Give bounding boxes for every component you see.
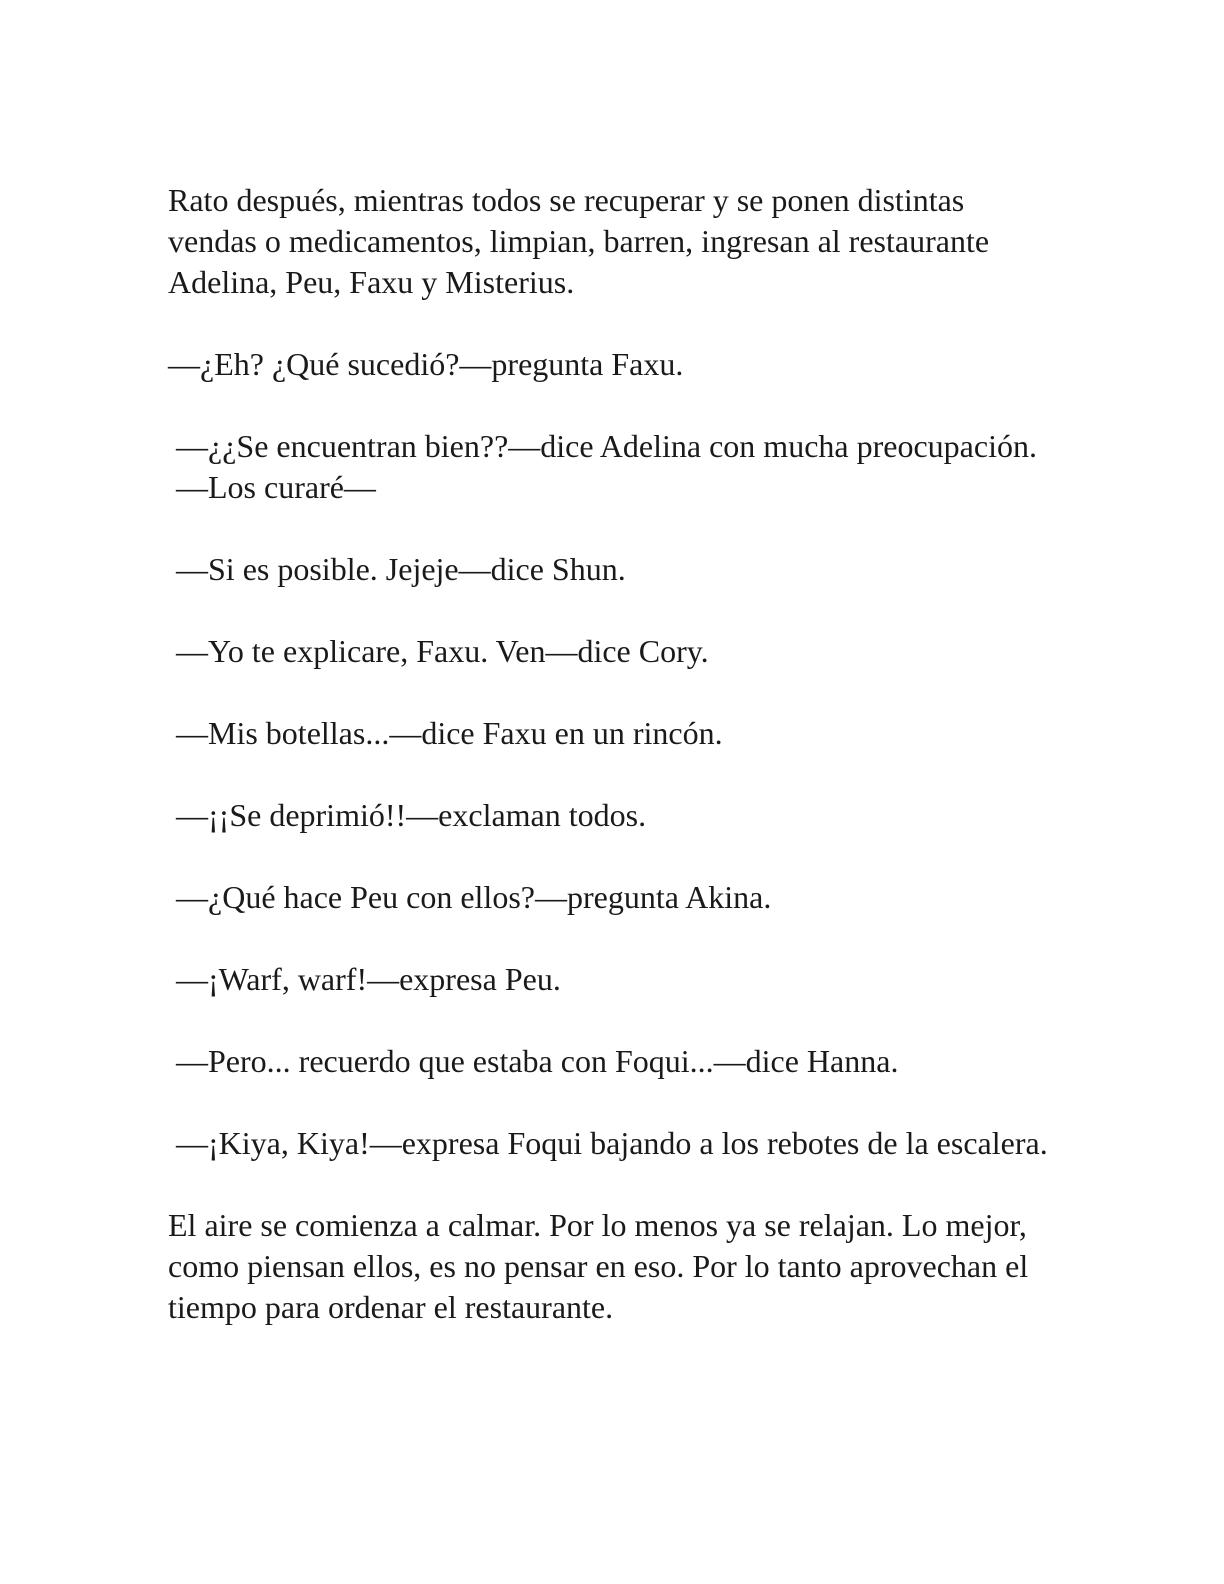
narration-paragraph: Rato después, mientras todos se recuperar y se ponen distintas vendas o medicamentos, limpian, barren, ingresan al restaurante Adelina, Peu, Faxu y Misterius.	[168, 182, 990, 300]
dialogue-line: —¡Kiya, Kiya!—expresa Foqui bajando a los rebotes de la escalera.	[176, 1125, 1048, 1161]
dialogue-line: —¡¡Se deprimió!!—exclaman todos.	[176, 797, 647, 833]
dialogue-line: —Yo te explicare, Faxu. Ven—dice Cory.	[176, 633, 709, 669]
document-body	[168, 180, 1048, 1328]
dialogue-line: —Pero... recuerdo que estaba con Foqui...—dice Hanna.	[176, 1043, 899, 1079]
dialogue-line: —¿¿Se encuentran bien??—dice Adelina con mucha preocupación.—Los curaré—	[176, 428, 1037, 505]
dialogue-line: —¡Warf, warf!—expresa Peu.	[176, 961, 561, 997]
dialogue-line: —Mis botellas...—dice Faxu en un rincón.	[176, 715, 723, 751]
dialogue-line: —¿Qué hace Peu con ellos?—pregunta Akina.	[176, 879, 772, 915]
narration-paragraph: El aire se comienza a calmar. Por lo menos ya se relajan. Lo mejor, como piensan ellos, es no pensar en eso. Por lo tanto aprovechan el tiempo para ordenar el restaurante.	[168, 1207, 1029, 1325]
dialogue-line: —Si es posible. Jejeje—dice Shun.	[176, 551, 626, 587]
dialogue-line: —¿Eh? ¿Qué sucedió?—pregunta Faxu.	[168, 346, 684, 382]
